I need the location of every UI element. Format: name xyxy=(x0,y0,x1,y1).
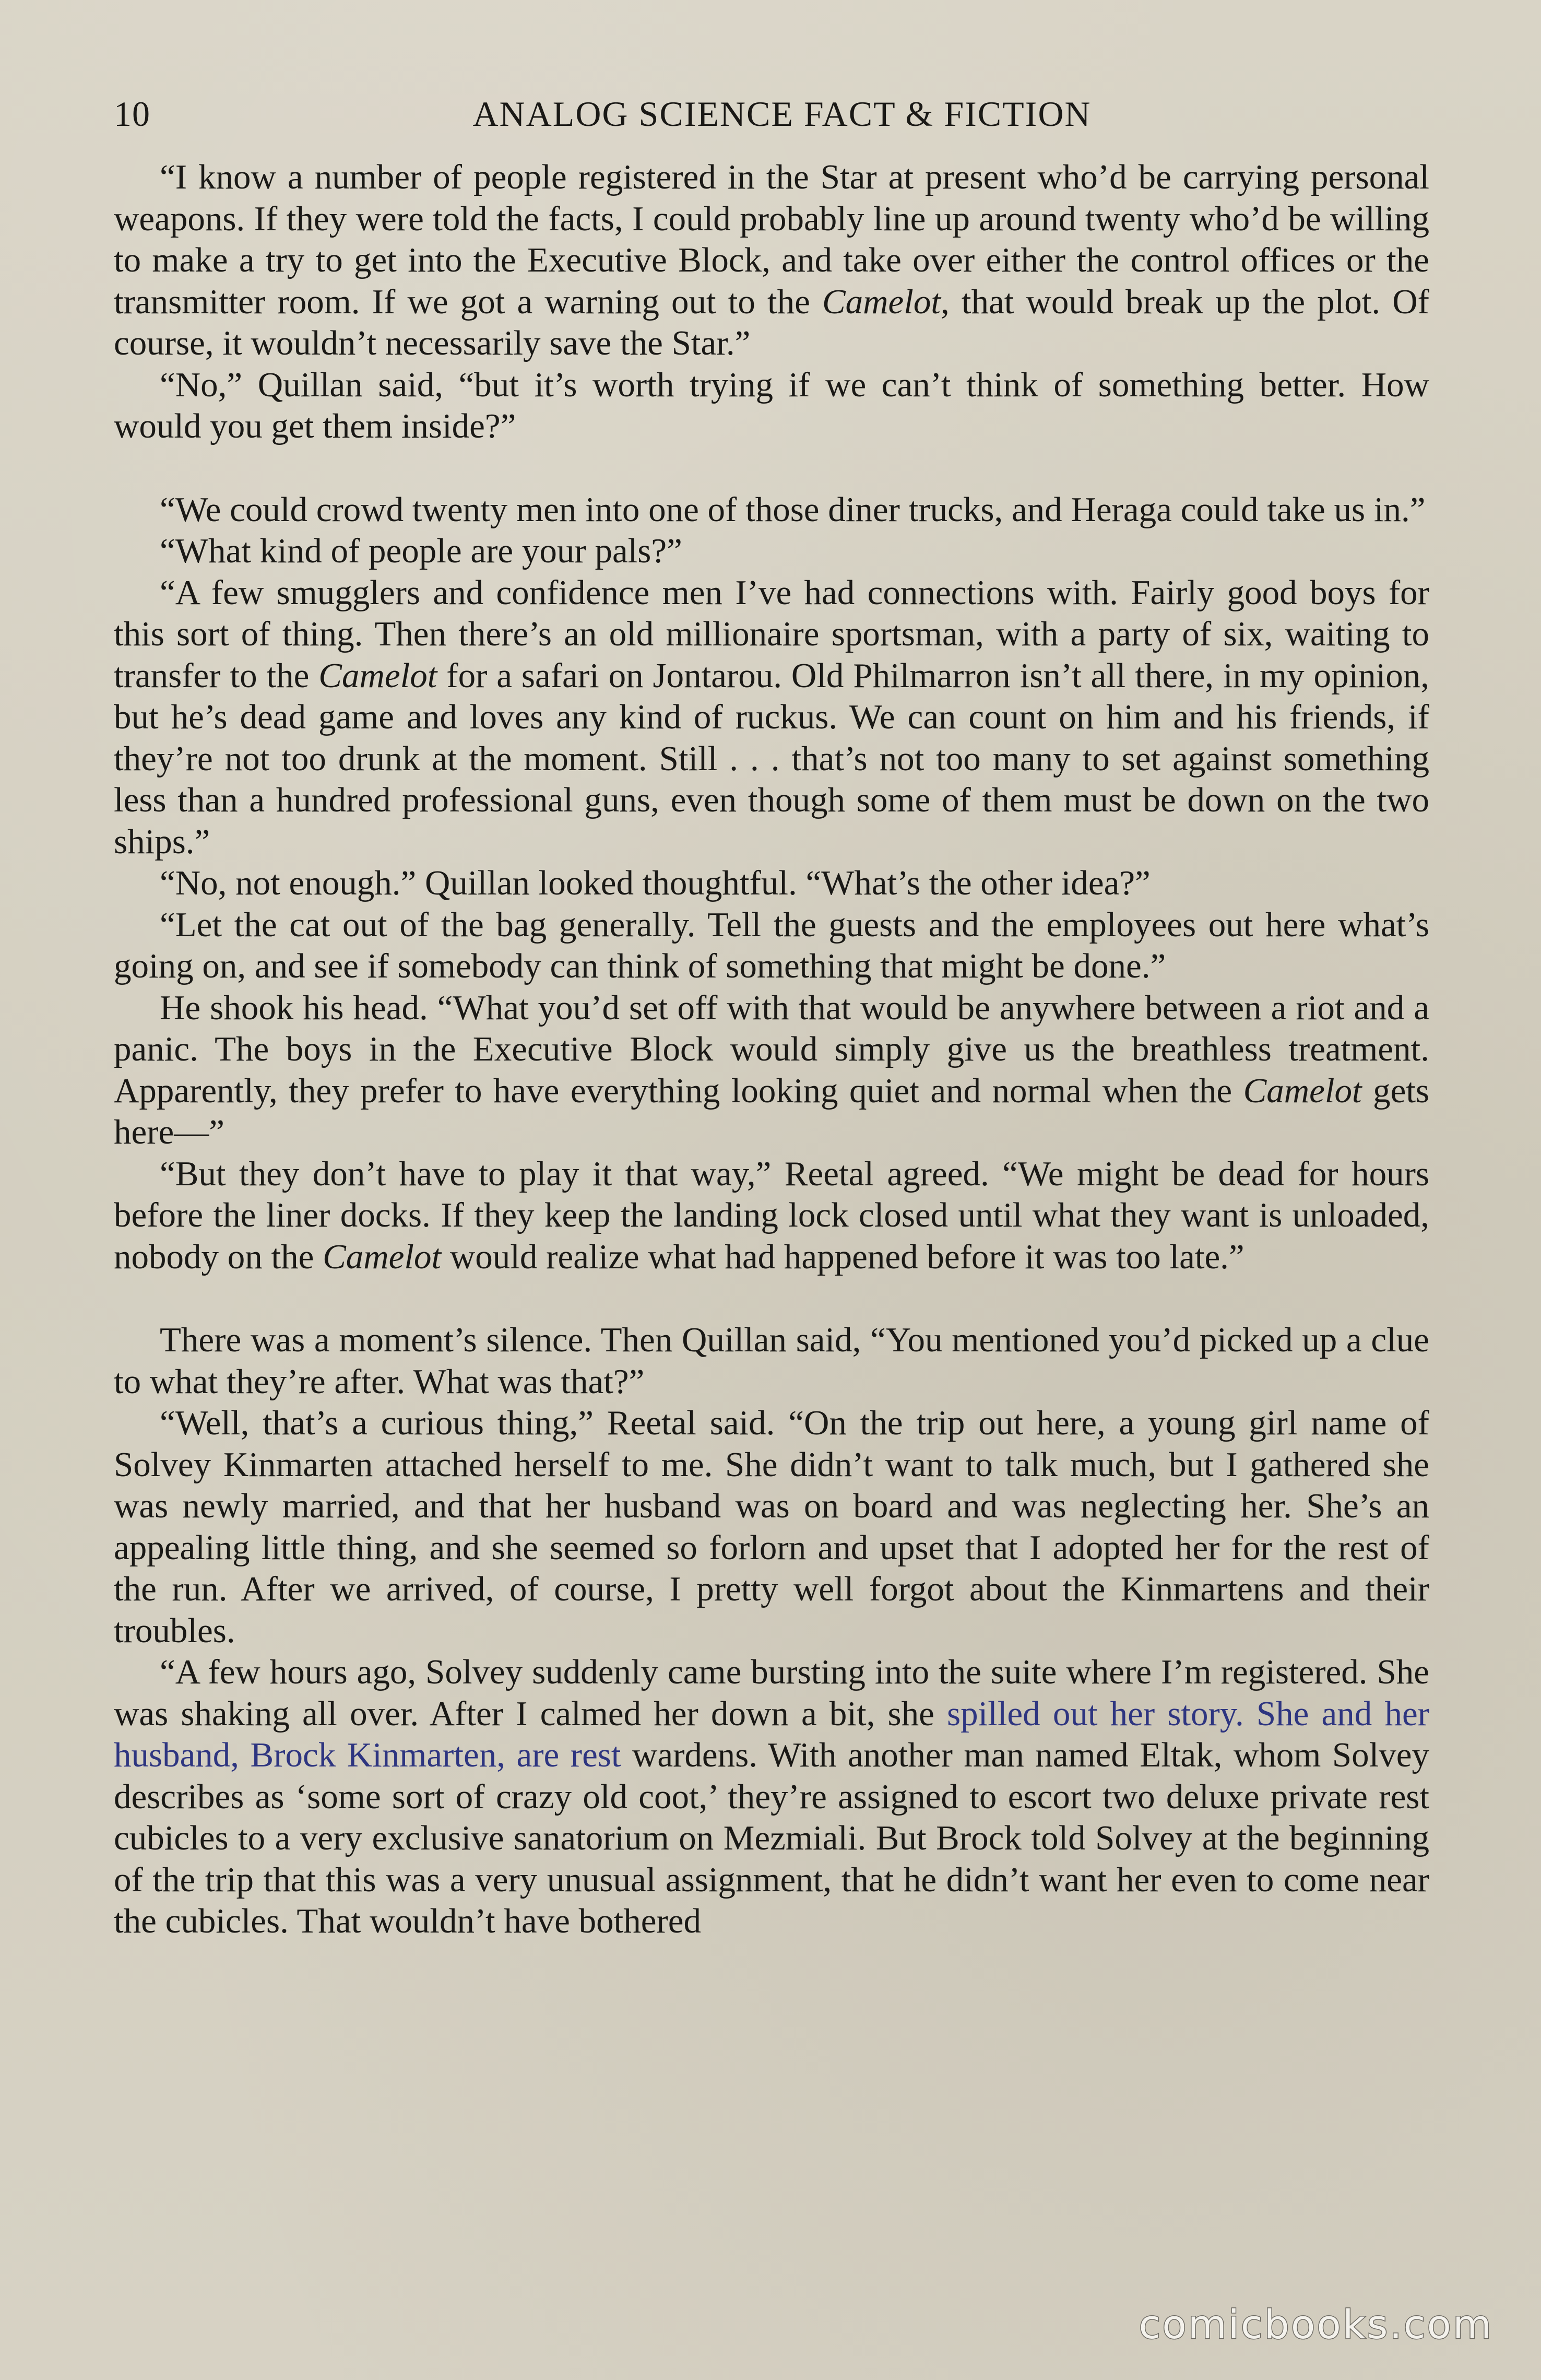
paragraph xyxy=(114,364,1429,447)
ship-name-italic: Camelot xyxy=(318,656,437,695)
text-run: “Let the cat out of the bag generally. Tell the guests and the employees out here what’s going on, and see if somebody can think of something that might be done.” xyxy=(114,905,1429,985)
site-watermark: comicbooks.com xyxy=(1139,2301,1493,2348)
text-run: gets here—” xyxy=(114,1071,1430,1151)
paragraph xyxy=(114,987,1429,1153)
ship-name-italic: Camelot xyxy=(1243,1071,1362,1110)
text-run: “We could crowd twenty men into one of those diner trucks, and Heraga could take us in.” xyxy=(160,490,1426,529)
text-run: He shook his head. “What you’d set off with that would be anywhere between a riot and a panic. The boys in the Executive Block would simply give us the breathless treatment. Apparently, they prefer to have everything looking quiet and normal when the xyxy=(114,988,1429,1110)
paragraph xyxy=(114,863,1429,904)
paragraph xyxy=(114,157,1429,364)
text-run: “A few hours ago, Solvey suddenly came bursting into the suite where I’m registered. She was shaking all over. After I calmed her down a bit, she xyxy=(114,1653,1429,1733)
text-run: for a safari on Jontarou. Old Philmarron isn’t all there, in my opinion, but he’s dead game and loves any kind of ruckus. We can count on him and his friends, if they’re not too drunk at the moment. Still . . . that’s not too many to set against something less than a hundred professional guns, even though some of them must be down on the two ships.” xyxy=(114,656,1429,861)
page-number: 10 xyxy=(114,94,150,134)
paragraph xyxy=(114,1153,1429,1278)
paragraph xyxy=(114,489,1429,531)
paragraph xyxy=(114,1652,1429,1942)
paragraph xyxy=(114,531,1429,572)
text-run: “No,” Quillan said, “but it’s worth trying if we can’t think of something better. How would you get them inside?” xyxy=(114,365,1429,445)
running-head: ANALOG SCIENCE FACT & FICTION xyxy=(472,94,1092,134)
paragraph xyxy=(114,572,1429,863)
text-run: “I know a number of people registered in the Star at present who’d be carrying personal weapons. If they were told the facts, I could probably line up around twenty who’d be willing to make a try to get into the Executive Block, and take over either the control offices or the transmitter room. If we got a warning out to the xyxy=(114,158,1429,321)
text-run: would realize what had happened before it was too late.” xyxy=(441,1237,1244,1276)
paragraph xyxy=(114,904,1429,987)
text-run: “A few smugglers and confidence men I’ve had connections with. Fairly good boys for this sort of thing. Then there’s an old millionaire sportsman, with a party of six, waiting to transfer to the xyxy=(114,573,1429,695)
text-run: wardens. With another man named Eltak, whom Solvey describes as ‘some sort of crazy old coot,’ they’re assigned to escort two deluxe private rest cubicles to a very exclusive sanatorium on Mezmiali. But Brock told Solvey at the beginning of the trip that this was a very unusual assignment, that he didn’t want her even to come near the cubicles. That wouldn’t have bothered xyxy=(114,1736,1429,1940)
page-header xyxy=(114,88,1429,140)
text-run: , that would break up the plot. Of course, it wouldn’t necessarily save the Star.” xyxy=(114,282,1429,362)
ship-name-italic: Camelot xyxy=(323,1237,442,1276)
text-run: “But they don’t have to play it that way,” Reetal agreed. “We might be dead for hours before the liner docks. If they keep the landing lock closed until what they want is unloaded, nobody on the xyxy=(114,1154,1429,1276)
text-run: “No, not enough.” Quillan looked thoughtful. “What’s the other idea?” xyxy=(160,864,1151,902)
text-run: “Well, that’s a curious thing,” Reetal said. “On the trip out here, a young girl name of Solvey Kinmarten attached herself to me. She didn’t want to talk much, but I gathered she was newly married, and that her husband was on board and was neglecting her. She’s an appealing little thing, and she seemed so forlorn and upset that I adopted her for the rest of the run. After we arrived, of course, I pretty well forgot about the Kinmartens and their troubles. xyxy=(114,1404,1429,1650)
blue-ink-text-run: spilled out her story. She and her husband, Brock Kinmarten, are rest xyxy=(114,1694,1429,1774)
ship-name-italic: Camelot xyxy=(822,282,941,321)
text-run: “What kind of people are your pals?” xyxy=(160,532,682,570)
paragraph xyxy=(114,1319,1429,1403)
story-text xyxy=(114,157,1429,1942)
text-run: There was a moment’s silence. Then Quillan said, “You mentioned you’d picked up a clue to what they’re after. What was that?” xyxy=(114,1321,1429,1401)
paragraph xyxy=(114,1403,1429,1652)
